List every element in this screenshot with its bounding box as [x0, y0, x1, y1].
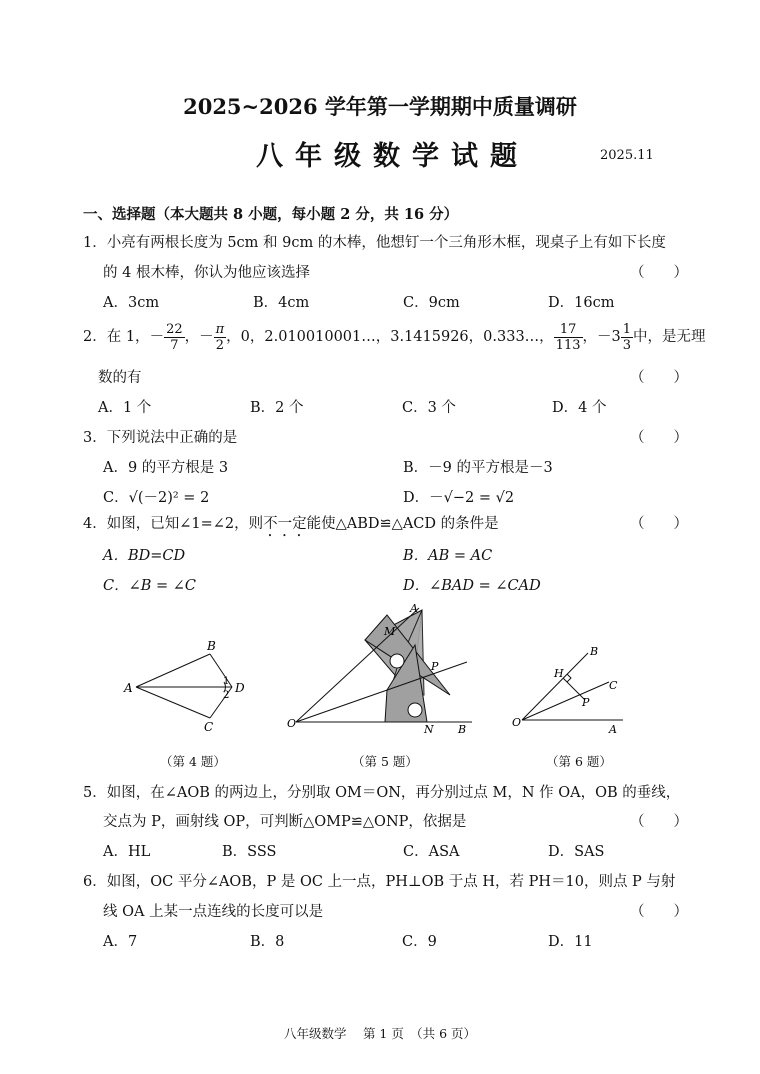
q1-option-c: C．9cm: [403, 295, 460, 311]
q3-option-c-expr: √(－2)² = 2: [128, 490, 210, 506]
fig5-label-n: N: [424, 723, 434, 736]
q4-option-b: B．AB = AC: [403, 548, 493, 564]
fig6-label-c: C: [609, 679, 618, 692]
q5-line2: 交点为 P，画射线 OP，可判断△OMP≌△ONP，依据是: [103, 814, 467, 830]
q3-option-d: [403, 486, 514, 507]
q2-prefix: 2．在 1，: [83, 329, 150, 345]
q2-option-d: D．4 个: [552, 400, 607, 416]
q2-frac1-sign: －: [149, 329, 165, 345]
fig4-label-b: B: [207, 639, 216, 653]
q2-frac1-num: 22: [166, 321, 183, 337]
q4-option-d: D．∠BAD = ∠CAD: [403, 578, 541, 594]
fig5-label-a: A: [410, 602, 418, 615]
fig5-label-p: P: [431, 660, 439, 673]
q3-answer-blank: （ ）: [630, 430, 688, 446]
q6-option-b: B．8: [250, 934, 285, 950]
fig4-label-d: D: [235, 681, 245, 695]
q2-answer-blank: （ ）: [630, 370, 688, 386]
fig4-caption: （第 4 题）: [160, 754, 226, 769]
q2-frac3-num: 17: [554, 322, 583, 338]
figure-6-angle-bisector: [505, 640, 630, 740]
fig6-label-p: P: [582, 696, 590, 709]
q2-frac1-den: 7: [170, 337, 179, 353]
q2-mixed-frac: [621, 322, 633, 353]
q2-line1: 2．在 1，－ $\frac{22}{7}$ ，－ $\frac{\pi}{2}$ ，0，2.010010001…，3.1415926，0.333…， $\frac{17}{113}$ ，－3 $\frac{1}{3}$ 中，是无理: [83, 321, 706, 353]
fig5-label-b: B: [458, 723, 467, 736]
q3-option-c: [103, 486, 209, 507]
q6-option-c: C．9: [402, 934, 437, 950]
q1-option-d: D．16cm: [548, 295, 615, 311]
q4-stem-b: 能使△ABD≌△ACD 的条件是: [306, 516, 499, 532]
q1-option-a: A．3cm: [103, 295, 160, 311]
q4-answer-blank: （ ）: [630, 516, 688, 532]
q6-answer-blank: （ ）: [630, 904, 688, 920]
fig6-label-b: B: [590, 645, 599, 658]
exam-date: 2025.11: [600, 148, 654, 163]
fig4-label-c: C: [204, 720, 214, 734]
q6-option-d: D．11: [548, 934, 593, 950]
q3-stem: 3．下列说法中正确的是: [83, 430, 238, 446]
q5-answer-blank: （ ）: [630, 814, 688, 830]
q1-line2: 的 4 根木棒，你认为他应该选择: [103, 265, 310, 281]
q4-stem-a: 4．如图，已知∠1=∠2，则: [83, 516, 264, 532]
exam-title: 2025~2026 学年第一学期期中质量调研: [183, 94, 577, 119]
fig6-label-h: H: [554, 667, 564, 680]
fig5-label-m: M: [384, 625, 396, 638]
q5-option-c: C．ASA: [403, 844, 460, 860]
q6-line1: 6．如图，OC 平分∠AOB，P 是 OC 上一点，PH⊥OB 于点 H，若 PH＝10，则点 P 与射: [83, 874, 676, 890]
section-heading: 一、选择题（本大题共 8 小题，每小题 2 分，共 16 分）: [83, 206, 459, 223]
q2-frac2-sign: －: [199, 329, 214, 345]
q2-frac2-num: π: [215, 321, 225, 337]
q5-line1: 5．如图，在∠AOB 的两边上，分别取 OM＝ON，再分别过点 M，N 作 OA，OB 的垂线，: [83, 785, 681, 801]
q2-option-c: C．3 个: [402, 400, 456, 416]
q2-frac2: [214, 322, 227, 353]
fig6-label-o: O: [512, 716, 522, 729]
q2-suffix: 中，是无理: [633, 329, 706, 345]
q5-option-a: A．HL: [103, 844, 151, 860]
q1-answer-blank: （ ）: [630, 265, 688, 281]
q4-stem-emphasis: 不一定: [263, 516, 307, 532]
fig5-label-o: O: [287, 717, 297, 730]
figure-5-angle-with-set-squares: [282, 600, 482, 740]
fig6-caption: （第 6 题）: [546, 754, 612, 769]
figure-4-kite: [120, 636, 270, 736]
q2-line2: 数的有: [98, 370, 142, 386]
q2-mixed-den: 3: [622, 337, 632, 353]
fig5-caption: （第 5 题）: [352, 754, 418, 769]
q4-option-a: A．BD=CD: [103, 548, 186, 564]
q2-mixed-whole: －3: [597, 329, 621, 345]
q5-option-b: B．SSS: [222, 844, 277, 860]
q3-option-a: A．9 的平方根是 3: [103, 460, 229, 476]
q2-frac1: [164, 322, 185, 353]
subject-title: 八年级数学试题: [256, 141, 529, 172]
q2-option-b: B．2 个: [250, 400, 304, 416]
q2-mid: ，0，2.010010001…，3.1415926，0.333…，: [226, 329, 554, 345]
page-footer: 八年级数学 第 1 页 （共 6 页）: [283, 1026, 477, 1041]
q4-stem: [83, 512, 499, 540]
fig4-label-a: A: [124, 681, 133, 695]
q3-option-b: B．－9 的平方根是－3: [403, 460, 553, 476]
q5-option-d: D．SAS: [548, 844, 605, 860]
q6-option-a: A．7: [103, 934, 138, 950]
q6-line2: 线 OA 上某一点连线的长度可以是: [103, 904, 324, 920]
q2-mixed-num: 1: [622, 321, 632, 337]
q2-frac3: [554, 322, 583, 353]
q3-option-d-expr: －√−2 = √2: [429, 490, 515, 506]
q2-frac2-den: 2: [215, 337, 225, 353]
fig6-label-a: A: [609, 723, 617, 736]
q2-frac3-den: 113: [555, 337, 581, 353]
fig4-angle-2: 2: [223, 690, 230, 701]
q3-option-d-label: D．: [403, 490, 430, 506]
q4-option-c: C．∠B = ∠C: [103, 578, 197, 594]
q2-option-a: A．1 个: [98, 400, 152, 416]
q1-line1: 1．小亮有两根长度为 5cm 和 9cm 的木棒，他想钉一个三角形木框，现桌子上有如下长度: [83, 235, 666, 251]
fig4-angle-1: 1: [223, 676, 230, 687]
q3-option-c-label: C．: [103, 490, 129, 506]
q1-option-b: B．4cm: [253, 295, 310, 311]
